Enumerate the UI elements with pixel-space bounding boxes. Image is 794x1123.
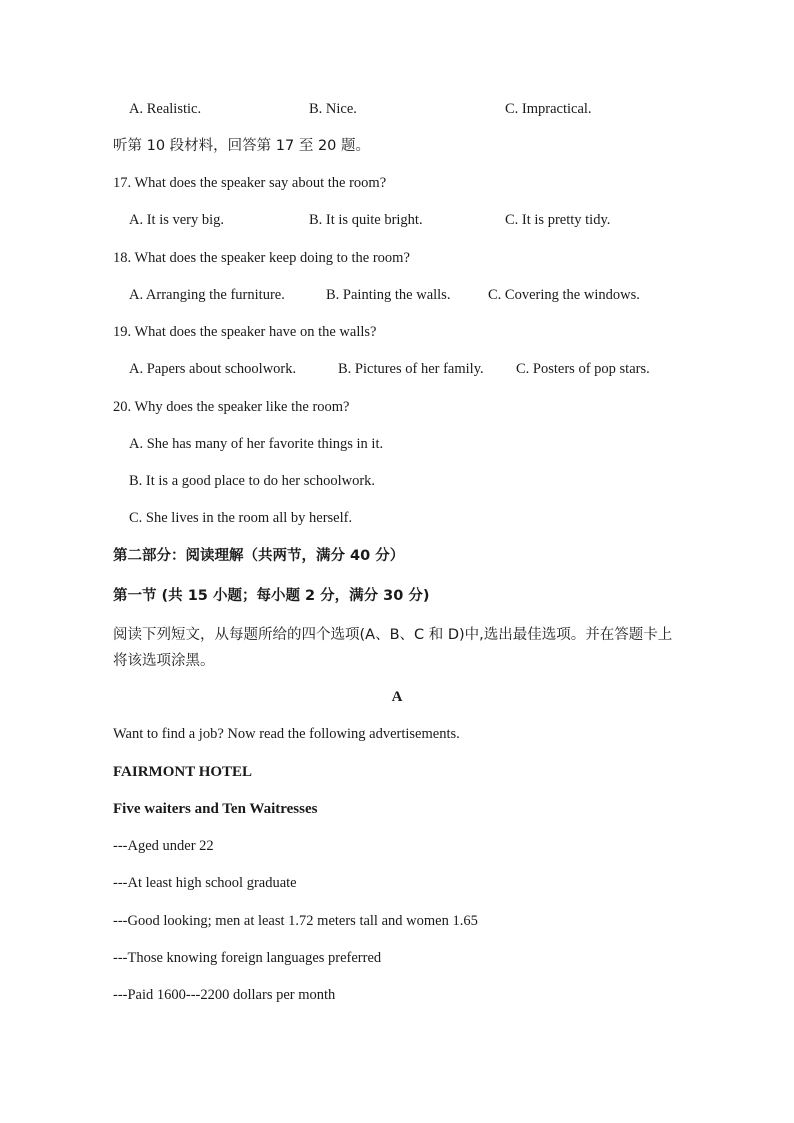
question-19-stem: 19. What does the speaker have on the walls? [113,324,377,340]
question-18-stem: 18. What does the speaker keep doing to the room? [113,250,410,266]
section1-heading: 第一节 (共 15 小题；每小题 2 分，满分 30 分) [113,588,430,604]
q20-option-b: B. It is a good place to do her schoolwork. [129,473,376,489]
ad-requirement: ---Aged under 22 [113,838,214,854]
part2-heading: 第二部分：阅读理解（共两节，满分 40 分） [113,548,405,564]
ad-subtitle: Five waiters and Ten Waitresses [113,801,318,817]
q19-option-c: C. Posters of pop stars. [516,361,650,377]
passage-label: A [391,689,403,705]
ad-title: FAIRMONT HOTEL [113,764,253,780]
passage-intro: Want to find a job? Now read the following advertisements. [113,726,460,742]
q16-option-c: C. Impractical. [505,101,592,117]
q17-option-c: C. It is pretty tidy. [505,212,611,228]
ad-requirement: ---Those knowing foreign languages preferred [113,950,382,966]
ad-requirement: ---Paid 1600---2200 dollars per month [113,987,336,1003]
q16-option-b: B. Nice. [309,101,357,117]
ad-requirement: ---At least high school graduate [113,875,297,891]
q19-option-b: B. Pictures of her family. [338,361,484,377]
q16-option-a: A. Realistic. [129,101,202,117]
question-17-stem: 17. What does the speaker say about the room? [113,175,387,191]
q18-option-b: B. Painting the walls. [326,287,451,303]
question-20-stem: 20. Why does the speaker like the room? [113,399,350,415]
q20-option-a: A. She has many of her favorite things in it. [129,436,384,452]
q18-option-c: C. Covering the windows. [488,287,640,303]
reading-instruction: 阅读下列短文，从每题所给的四个选项(A、B、C 和 D)中,选出最佳选项。并在答题卡上将该选项涂黑。 [113,627,673,669]
q20-option-c: C. She lives in the room all by herself. [129,510,353,526]
q17-option-b: B. It is quite bright. [309,212,423,228]
ad-requirement: ---Good looking; men at least 1.72 meters tall and women 1.65 [113,913,478,929]
q17-option-a: A. It is very big. [129,212,225,228]
q18-option-a: A. Arranging the furniture. [129,287,285,303]
material-10-instruction: 听第 10 段材料，回答第 17 至 20 题。 [113,138,371,154]
q19-option-a: A. Papers about schoolwork. [129,361,297,377]
